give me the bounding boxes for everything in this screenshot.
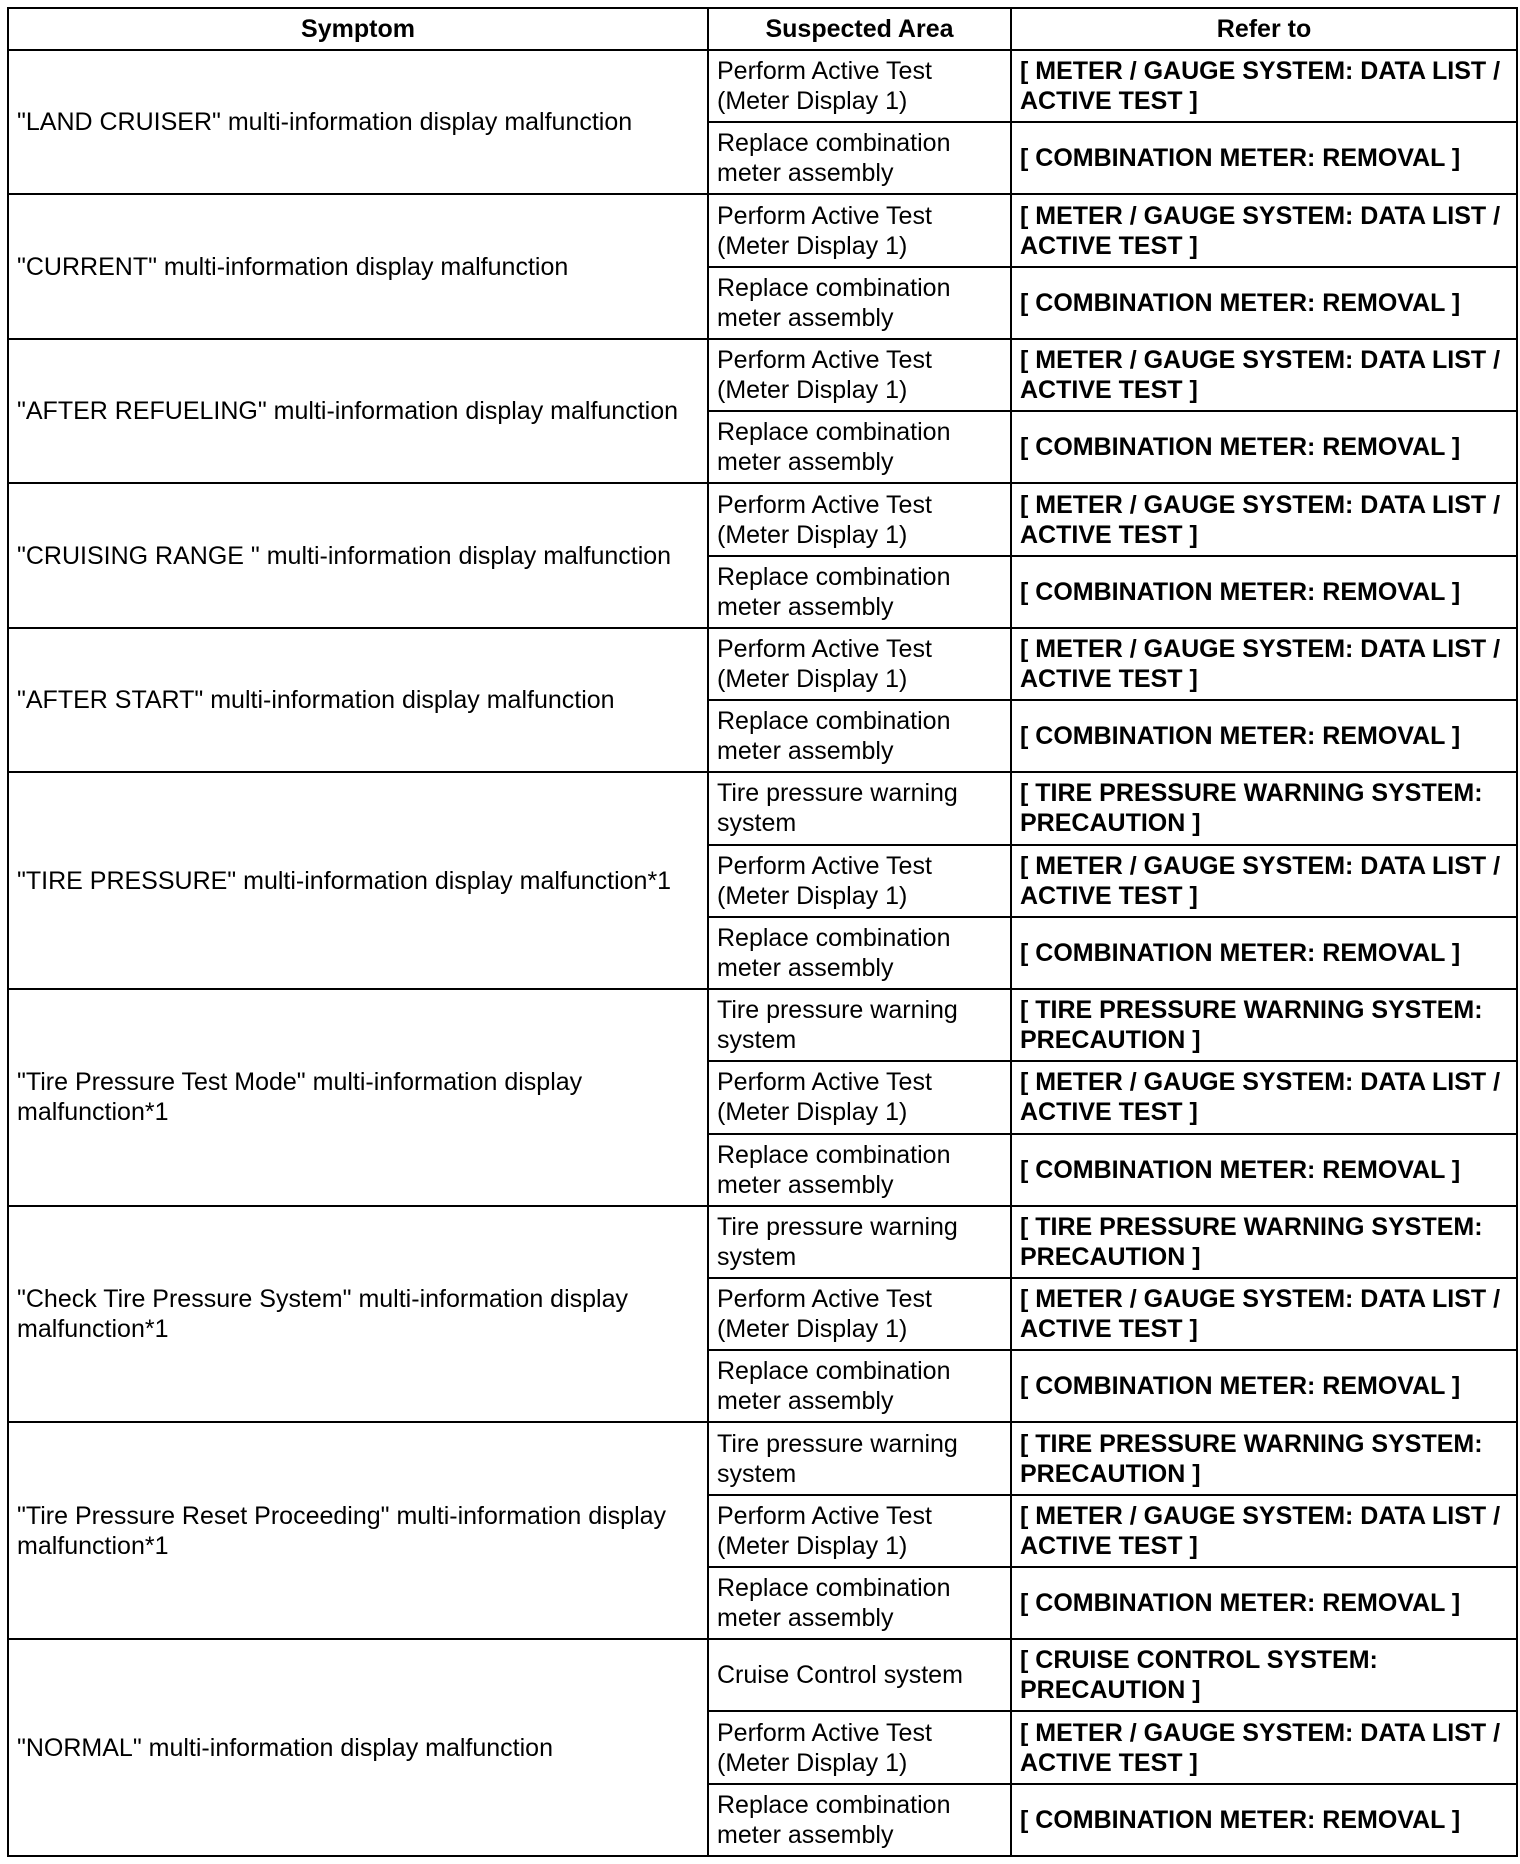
suspected-area-cell: Perform Active Test (Meter Display 1): [708, 1495, 1011, 1567]
symptom-cell: "CRUISING RANGE " multi-information display malfunction: [8, 483, 708, 627]
refer-to-link[interactable]: [ METER / GAUGE SYSTEM: DATA LIST / ACTIVE TEST ]: [1011, 194, 1517, 266]
table-row: [8, 1422, 1517, 1494]
symptom-cell: "TIRE PRESSURE" multi-information display malfunction*1: [8, 772, 708, 989]
table-row: [8, 989, 1517, 1061]
refer-to-link[interactable]: [ CRUISE CONTROL SYSTEM: PRECAUTION ]: [1011, 1639, 1517, 1711]
refer-to-link[interactable]: [ METER / GAUGE SYSTEM: DATA LIST / ACTIVE TEST ]: [1011, 339, 1517, 411]
suspected-area-cell: Perform Active Test (Meter Display 1): [708, 628, 1011, 700]
suspected-area-cell: Cruise Control system: [708, 1639, 1011, 1711]
symptom-table: [7, 7, 1518, 1857]
table-row: [8, 194, 1517, 266]
suspected-area-cell: Replace combination meter assembly: [708, 411, 1011, 483]
table-row: [8, 1206, 1517, 1278]
suspected-area-cell: Perform Active Test (Meter Display 1): [708, 194, 1011, 266]
refer-to-link[interactable]: [ COMBINATION METER: REMOVAL ]: [1011, 1784, 1517, 1856]
refer-to-link[interactable]: [ COMBINATION METER: REMOVAL ]: [1011, 411, 1517, 483]
header-row: [8, 8, 1517, 50]
suspected-area-cell: Replace combination meter assembly: [708, 1784, 1011, 1856]
refer-to-link[interactable]: [ METER / GAUGE SYSTEM: DATA LIST / ACTIVE TEST ]: [1011, 1495, 1517, 1567]
refer-to-link[interactable]: [ COMBINATION METER: REMOVAL ]: [1011, 1567, 1517, 1639]
suspected-area-cell: Tire pressure warning system: [708, 989, 1011, 1061]
suspected-area-cell: Tire pressure warning system: [708, 1422, 1011, 1494]
refer-to-link[interactable]: [ TIRE PRESSURE WARNING SYSTEM: PRECAUTION ]: [1011, 772, 1517, 844]
symptom-cell: "Check Tire Pressure System" multi-information display malfunction*1: [8, 1206, 708, 1423]
suspected-area-cell: Replace combination meter assembly: [708, 267, 1011, 339]
refer-to-link[interactable]: [ METER / GAUGE SYSTEM: DATA LIST / ACTIVE TEST ]: [1011, 628, 1517, 700]
refer-to-link[interactable]: [ METER / GAUGE SYSTEM: DATA LIST / ACTIVE TEST ]: [1011, 1278, 1517, 1350]
refer-to-link[interactable]: [ COMBINATION METER: REMOVAL ]: [1011, 122, 1517, 194]
refer-to-link[interactable]: [ METER / GAUGE SYSTEM: DATA LIST / ACTIVE TEST ]: [1011, 50, 1517, 122]
suspected-area-cell: Tire pressure warning system: [708, 1206, 1011, 1278]
suspected-area-cell: Perform Active Test (Meter Display 1): [708, 50, 1011, 122]
refer-to-link[interactable]: [ METER / GAUGE SYSTEM: DATA LIST / ACTIVE TEST ]: [1011, 483, 1517, 555]
refer-to-link[interactable]: [ COMBINATION METER: REMOVAL ]: [1011, 700, 1517, 772]
refer-to-link[interactable]: [ TIRE PRESSURE WARNING SYSTEM: PRECAUTION ]: [1011, 989, 1517, 1061]
table-row: [8, 772, 1517, 844]
table-row: [8, 339, 1517, 411]
header-symptom: Symptom: [8, 8, 708, 50]
suspected-area-cell: Perform Active Test (Meter Display 1): [708, 1061, 1011, 1133]
symptom-cell: "Tire Pressure Test Mode" multi-information display malfunction*1: [8, 989, 708, 1206]
refer-to-link[interactable]: [ TIRE PRESSURE WARNING SYSTEM: PRECAUTION ]: [1011, 1422, 1517, 1494]
suspected-area-cell: Perform Active Test (Meter Display 1): [708, 1278, 1011, 1350]
refer-to-link[interactable]: [ METER / GAUGE SYSTEM: DATA LIST / ACTIVE TEST ]: [1011, 1061, 1517, 1133]
symptom-cell: "AFTER START" multi-information display malfunction: [8, 628, 708, 772]
suspected-area-cell: Replace combination meter assembly: [708, 700, 1011, 772]
symptom-cell: "CURRENT" multi-information display malfunction: [8, 194, 708, 338]
refer-to-link[interactable]: [ COMBINATION METER: REMOVAL ]: [1011, 1350, 1517, 1422]
symptom-cell: "Tire Pressure Reset Proceeding" multi-information display malfunction*1: [8, 1422, 708, 1639]
suspected-area-cell: Replace combination meter assembly: [708, 1134, 1011, 1206]
refer-to-link[interactable]: [ COMBINATION METER: REMOVAL ]: [1011, 556, 1517, 628]
symptom-cell: "LAND CRUISER" multi-information display malfunction: [8, 50, 708, 194]
table-row: [8, 483, 1517, 555]
header-refer-to: Refer to: [1011, 8, 1517, 50]
table-row: [8, 628, 1517, 700]
suspected-area-cell: Replace combination meter assembly: [708, 917, 1011, 989]
suspected-area-cell: Replace combination meter assembly: [708, 556, 1011, 628]
table-body: [8, 50, 1517, 1856]
suspected-area-cell: Tire pressure warning system: [708, 772, 1011, 844]
suspected-area-cell: Perform Active Test (Meter Display 1): [708, 845, 1011, 917]
refer-to-link[interactable]: [ COMBINATION METER: REMOVAL ]: [1011, 267, 1517, 339]
refer-to-link[interactable]: [ COMBINATION METER: REMOVAL ]: [1011, 1134, 1517, 1206]
suspected-area-cell: Perform Active Test (Meter Display 1): [708, 339, 1011, 411]
symptom-cell: "NORMAL" multi-information display malfunction: [8, 1639, 708, 1856]
suspected-area-cell: Perform Active Test (Meter Display 1): [708, 483, 1011, 555]
refer-to-link[interactable]: [ METER / GAUGE SYSTEM: DATA LIST / ACTIVE TEST ]: [1011, 1711, 1517, 1783]
symptom-cell: "AFTER REFUELING" multi-information display malfunction: [8, 339, 708, 483]
refer-to-link[interactable]: [ TIRE PRESSURE WARNING SYSTEM: PRECAUTION ]: [1011, 1206, 1517, 1278]
suspected-area-cell: Replace combination meter assembly: [708, 1350, 1011, 1422]
header-suspected-area: Suspected Area: [708, 8, 1011, 50]
table-row: [8, 50, 1517, 122]
table-row: [8, 1639, 1517, 1711]
refer-to-link[interactable]: [ METER / GAUGE SYSTEM: DATA LIST / ACTIVE TEST ]: [1011, 845, 1517, 917]
suspected-area-cell: Perform Active Test (Meter Display 1): [708, 1711, 1011, 1783]
suspected-area-cell: Replace combination meter assembly: [708, 122, 1011, 194]
refer-to-link[interactable]: [ COMBINATION METER: REMOVAL ]: [1011, 917, 1517, 989]
suspected-area-cell: Replace combination meter assembly: [708, 1567, 1011, 1639]
